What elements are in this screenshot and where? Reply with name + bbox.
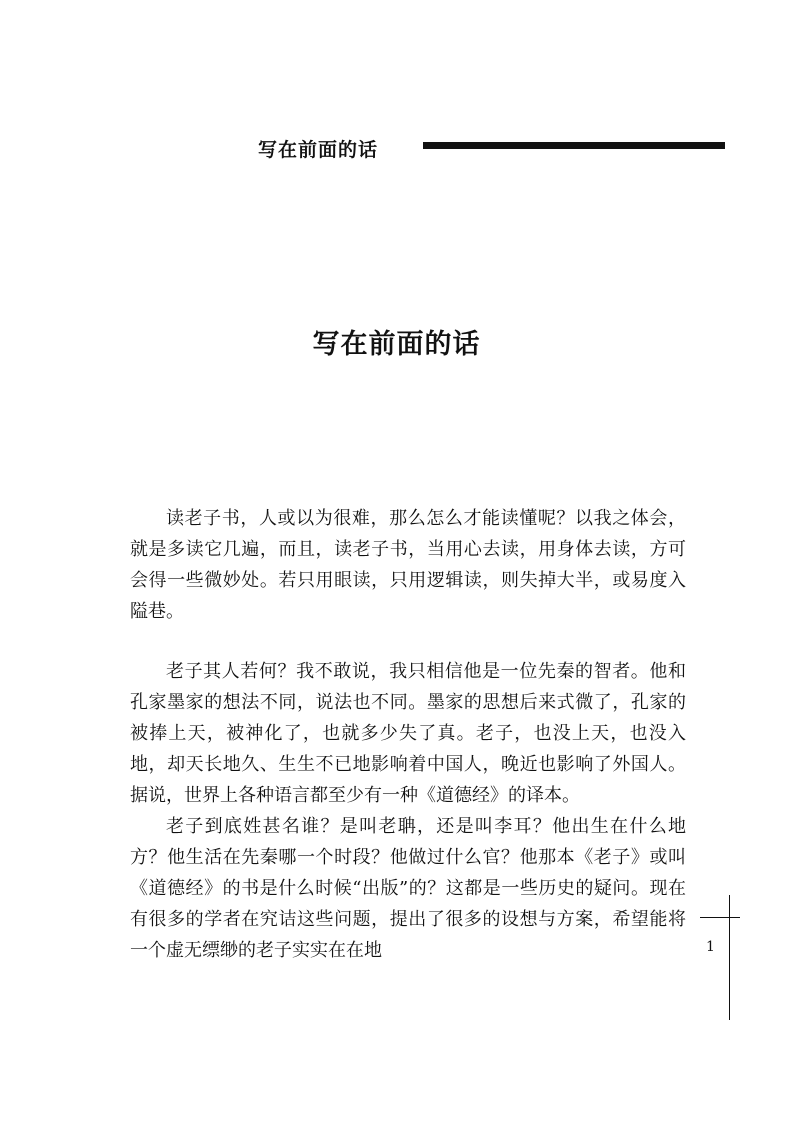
paragraph-2: 老子其人若何？我不敢说，我只相信他是一位先秦的智者。他和孔家墨家的想法不同，说法也不同。墨家的思想后来式微了，孔家的被捧上天，被神化了，也就多少失了真。老子，也没上天，也没入地，却天长地久、生生不已地影响着中国人，晚近也影响了外国人。据说，世界上各种语言都至少有一种《道德经》的译本。 — [130, 661, 686, 806]
crop-mark-horizontal — [700, 917, 740, 918]
running-header-title: 写在前面的话 — [258, 139, 379, 161]
chapter-title: 写在前面的话 — [312, 329, 481, 360]
header-rule — [423, 142, 725, 149]
paragraph-1: 读老子书，人或以为很难，那么怎么才能读懂呢？以我之体会，就是多读它几遍，而且，读老子书，当用心去读，用身体去读，方可会得一些微妙处。若只用眼读，只用逻辑读，则失掉大半，或易度入隘巷。 — [130, 508, 686, 622]
body-section-1 — [130, 503, 686, 627]
body-section-2 — [130, 656, 686, 966]
page-number: 1 — [706, 939, 715, 955]
paragraph-3: 老子到底姓甚名谁？是叫老聃，还是叫李耳？他出生在什么地方？他生活在先秦哪一个时段？他做过什么官？他那本《老子》或叫《道德经》的书是什么时候“出版”的？这都是一些历史的疑问。现在有很多的学者在究诘这些问题，提出了很多的设想与方案，希望能将一个虚无缥缈的老子实实在在地 — [130, 816, 686, 961]
crop-mark-vertical — [729, 895, 730, 1020]
